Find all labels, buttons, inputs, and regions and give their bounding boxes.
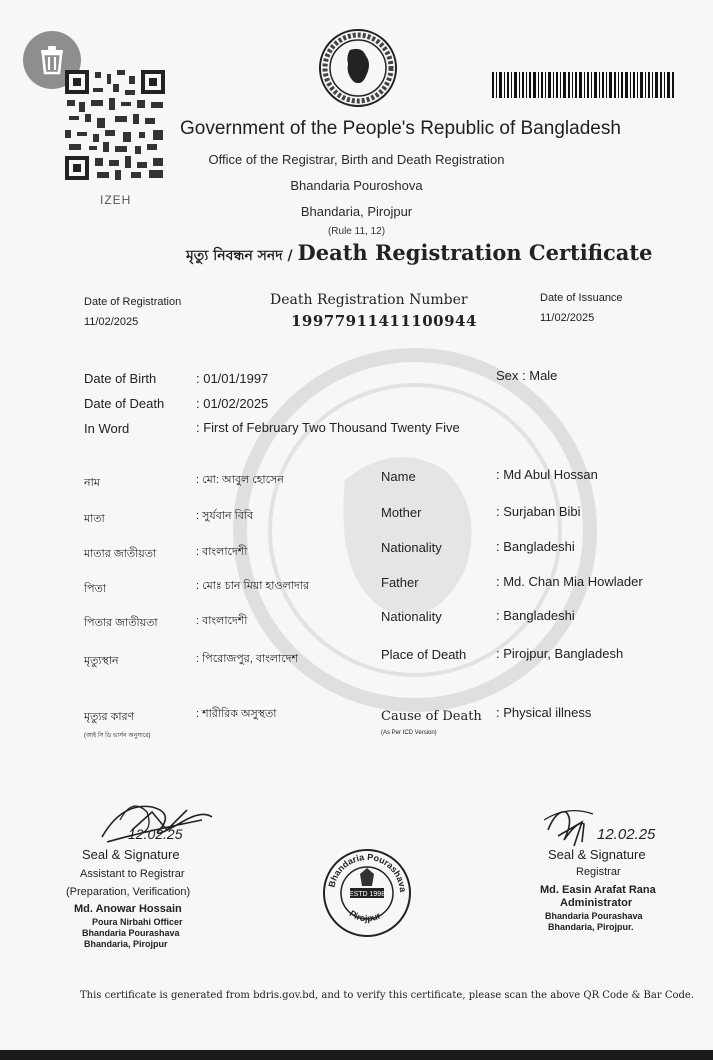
left-name: Md. Anowar Hossain xyxy=(74,903,182,915)
dod-label: Date of Death xyxy=(84,396,165,411)
bangladesh-emblem-icon xyxy=(318,28,398,108)
qr-caption: IZEH xyxy=(100,193,132,207)
father-value: : Md. Chan Mia Howlader xyxy=(496,574,643,589)
father-nationality-bn-label: পিতার জাতীয়তা xyxy=(84,617,158,629)
dob-value: : 01/01/1997 xyxy=(196,371,269,386)
cause-label: Cause of Death xyxy=(381,709,482,724)
father-label: Father xyxy=(381,575,419,590)
date-of-issuance-label: Date of Issuance xyxy=(540,292,623,304)
dod-value: : 01/02/2025 xyxy=(196,396,269,411)
left-seal-label: Seal & Signature xyxy=(82,847,180,862)
left-place: Bhandaria, Pirojpur xyxy=(84,939,168,949)
mother-bn-value: : সুর্যবান বিবি xyxy=(196,510,254,522)
father-nationality-label: Nationality xyxy=(381,609,442,624)
mother-nationality-bn-label: মাতার জাতীয়তা xyxy=(84,548,157,560)
in-word-value: : First of February Two Thousand Twenty Five xyxy=(196,420,460,435)
district-name: Bhandaria, Pirojpur xyxy=(300,204,413,219)
right-role: Registrar xyxy=(576,866,621,878)
place-of-death-bn-label: মৃত্যুস্থান xyxy=(84,655,119,667)
right-title: Administrator xyxy=(560,897,633,909)
mother-nationality-value: : Bangladeshi xyxy=(496,539,575,554)
mother-nationality-bn-value: : বাংলাদেশী xyxy=(196,546,248,558)
trash-icon xyxy=(38,45,66,75)
left-title: Poura Nirbahi Officer xyxy=(92,917,183,927)
place-of-death-bn-value: : পিরোজপুর, বাংলাদেশ xyxy=(196,653,298,665)
date-of-registration-label: Date of Registration xyxy=(84,296,182,308)
left-role: Assistant to Registrar xyxy=(80,868,185,880)
certificate-title xyxy=(186,240,652,268)
left-signature-date: 12.02.25 xyxy=(128,826,183,842)
mother-value: : Surjaban Bibi xyxy=(496,504,581,519)
right-seal-label: Seal & Signature xyxy=(548,847,646,862)
svg-text:Pirojpur xyxy=(348,908,383,923)
right-place: Bhandaria, Pirojpur. xyxy=(548,922,634,932)
mother-label: Mother xyxy=(381,505,422,520)
in-word-label: In Word xyxy=(84,421,130,436)
title-english: Death Registration Certificate xyxy=(297,240,653,265)
name-bn-label: নাম xyxy=(84,477,100,489)
cause-note: (As Per ICD Version) xyxy=(381,730,437,736)
cause-bn-note: (আই সি ডি ভার্সন অনুসারে) xyxy=(84,733,151,739)
father-nationality-value: : Bangladeshi xyxy=(496,608,575,623)
pourashava-stamp xyxy=(322,848,412,938)
registration-number-label: Death Registration Number xyxy=(270,292,468,308)
place-of-death-label: Place of Death xyxy=(381,647,467,662)
date-of-issuance-value: 11/02/2025 xyxy=(540,312,595,324)
name-bn-value: : মো: আবুল হোসেন xyxy=(196,474,284,486)
right-name: Md. Easin Arafat Rana xyxy=(540,884,656,896)
barcode xyxy=(492,72,674,98)
cause-bn-label: মৃত্যুর কারণ xyxy=(84,711,135,723)
right-org: Bhandaria Pourashava xyxy=(545,911,643,921)
father-bn-label: পিতা xyxy=(84,583,107,595)
title-bangla: মৃত্যু নিবন্ধন সনদ / xyxy=(186,248,298,264)
name-value: : Md Abul Hossan xyxy=(496,467,598,482)
name-label: Name xyxy=(381,469,416,484)
cause-bn-value: : শারীরিক অসুস্থতা xyxy=(196,708,277,720)
bottom-bar xyxy=(0,1050,713,1060)
government-heading: Government of the People's Republic of Bangladesh xyxy=(180,118,621,139)
right-signature-date: 12.02.25 xyxy=(597,826,656,843)
stamp-outer-text: Bhandaria Pourashava xyxy=(326,851,409,893)
office-heading: Office of the Registrar, Birth and Death Registration xyxy=(208,152,505,167)
pouroshova-name: Bhandaria Pouroshova xyxy=(290,178,423,193)
father-nationality-bn-value: : বাংলাদেশী xyxy=(196,615,248,627)
left-role-detail: (Preparation, Verification) xyxy=(66,886,191,898)
dob-label: Date of Birth xyxy=(84,371,157,386)
registration-number: 19977911411100944 xyxy=(291,312,477,330)
mother-nationality-label: Nationality xyxy=(381,540,442,555)
cause-value: : Physical illness xyxy=(496,705,592,720)
place-of-death-value: : Pirojpur, Bangladesh xyxy=(496,646,624,661)
left-org: Bhandaria Pourashava xyxy=(82,928,180,938)
sex-value: Sex : Male xyxy=(496,368,558,383)
stamp-inner-text: ESTD 1998 xyxy=(348,891,386,898)
stamp-bottom-text: Pirojpur xyxy=(347,908,383,924)
rule-reference: (Rule 11, 12) xyxy=(327,226,386,237)
father-bn-value: : মোঃ চান মিয়া হাওলাদার xyxy=(196,580,309,592)
mother-bn-label: মাতা xyxy=(84,513,105,525)
date-of-registration-value: 11/02/2025 xyxy=(84,316,139,328)
footer-note: This certificate is generated from bdris.gov.bd, and to verify this certificate, please scan the above QR Code & Bar Code. xyxy=(80,990,694,1001)
